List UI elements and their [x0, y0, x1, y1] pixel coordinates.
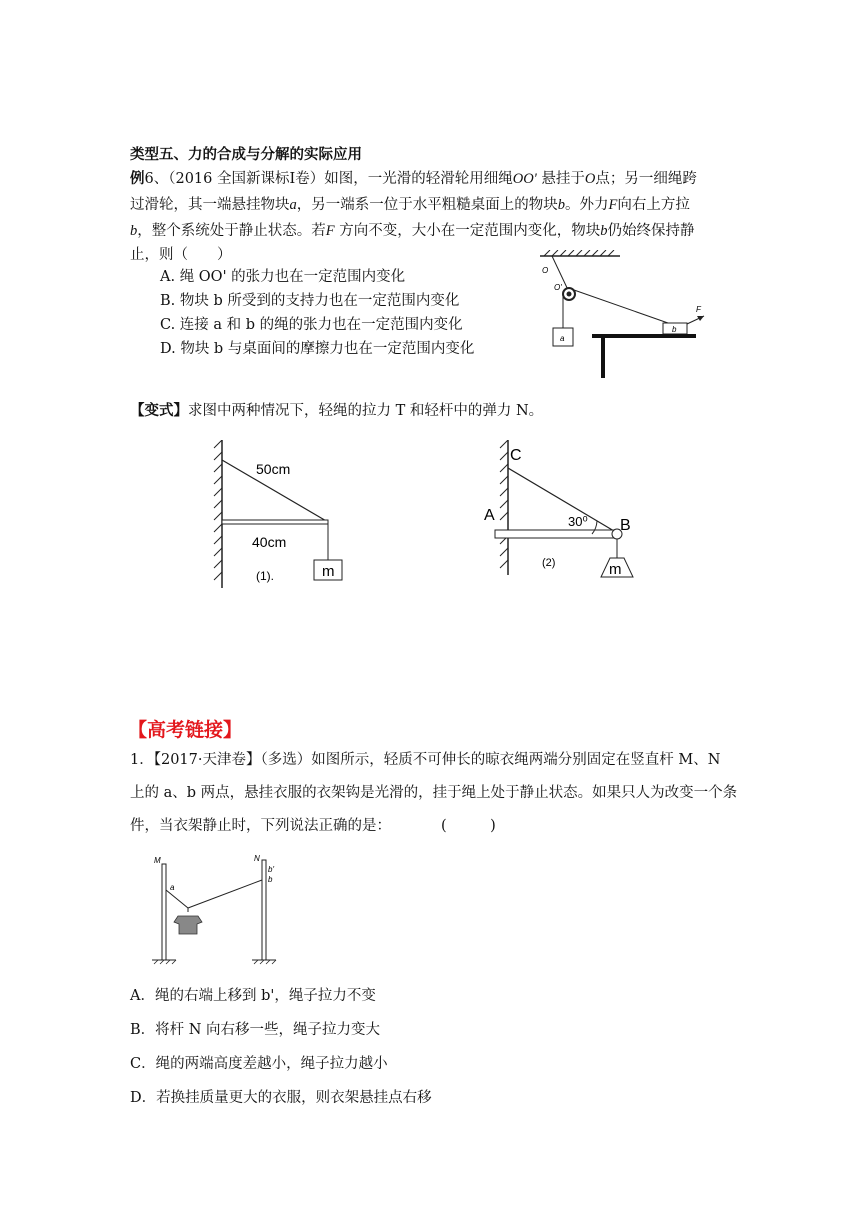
q1-line-3	[130, 814, 496, 838]
table-leg	[601, 334, 605, 378]
pole-m	[162, 864, 166, 960]
q1-line-2: 上的 a、b 两点，悬挂衣服的衣架钩是光滑的，挂于绳上处于静止状态。如果只人为改变一个条	[130, 785, 738, 801]
option-a: A. 绳 OO' 的张力也在一定范围内变化	[160, 269, 406, 285]
q1-option-b: B．将杆 N 向右移一些，绳子拉力变大	[130, 1022, 381, 1038]
q1-option-d: D．若换挂质量更大的衣服，则衣架悬挂点右移	[130, 1090, 432, 1106]
rod	[495, 530, 615, 538]
label-a: A	[484, 507, 495, 524]
label-f: F	[696, 305, 701, 314]
symbol-a: a	[289, 197, 297, 213]
label-angle: 30⁰	[568, 514, 588, 529]
label-b-prime: b'	[268, 865, 274, 874]
section-title: 类型五、力的合成与分解的实际应用	[130, 146, 362, 163]
example-line-3	[130, 219, 694, 243]
example-text: 过滑轮，其一端悬挂物块	[130, 197, 290, 213]
rod	[222, 520, 328, 524]
rope-left	[166, 890, 188, 908]
symbol-oo-prime: OO'	[512, 171, 537, 187]
q1-text: 件，当衣架静止时，下列说法正确的是：	[130, 818, 391, 834]
rope	[508, 468, 614, 531]
ceiling-hatch	[544, 250, 614, 256]
example-text: 仍始终保持静	[607, 223, 695, 239]
example-label: 例	[130, 170, 145, 187]
option-b: B. 物块 b 所受到的支持力也在一定范围内变化	[160, 293, 460, 309]
label-m: M	[154, 856, 161, 865]
pulley-axle	[567, 292, 572, 297]
clothesline-figure	[150, 850, 290, 968]
symbol-b: b	[600, 223, 608, 239]
wall-hatch	[500, 440, 508, 568]
rope-to-b	[574, 290, 668, 323]
example-line-4: 止，则（ ）	[130, 247, 232, 263]
option-d: D. 物块 b 与桌面间的摩擦力也在一定范围内变化	[160, 341, 475, 357]
example-text: 。外力	[565, 197, 609, 213]
example-line-1	[130, 167, 697, 191]
label-a: a	[560, 334, 565, 343]
ground-hatch	[154, 960, 276, 964]
pulley-figure	[520, 250, 720, 380]
label-50cm: 50cm	[256, 461, 291, 477]
variant-text: 求图中两种情况下，轻绳的拉力 T 和轻杆中的弹力 N。	[188, 403, 544, 419]
figure-2	[480, 440, 650, 590]
label-o: O	[542, 266, 549, 275]
pole-n	[262, 860, 266, 960]
label-c: C	[510, 447, 522, 464]
example-text: ，另一端系一位于水平粗糙桌面上的物块	[296, 197, 558, 213]
example-text: ，整个系统处于静止状态。若	[137, 223, 326, 239]
symbol-o: O	[584, 171, 596, 187]
figure-1	[200, 440, 370, 590]
symbol-b: b	[557, 197, 565, 213]
shirt	[174, 916, 202, 934]
example-text: 方向不变，大小在一定范围内变化，物块	[339, 223, 601, 239]
example-number: 6、	[144, 171, 169, 187]
example-text: 点；另一细绳跨	[595, 171, 697, 187]
q1-line-1: 1．【2017·天津卷】（多选）如图所示，轻质不可伸长的晾衣绳两端分别固定在竖直杆 M、N	[130, 752, 721, 768]
example-text: 如图，一光滑的轻滑轮用细绳	[324, 171, 513, 187]
label-b: b	[672, 325, 677, 334]
variant-label: 【变式】	[130, 402, 188, 419]
wall-hatch	[214, 440, 222, 580]
example-text: 向右上方拉	[617, 197, 690, 213]
symbol-f: F	[608, 197, 618, 213]
q1-option-a: A．绳的右端上移到 b'，绳子拉力不变	[130, 988, 376, 1004]
caption-2: (2)	[542, 557, 556, 569]
label-40cm: 40cm	[252, 534, 287, 550]
symbol-b: b	[130, 223, 138, 239]
answer-paren: ( )	[441, 818, 496, 834]
caption-1: (1).	[256, 569, 274, 583]
example-line-2	[130, 193, 690, 217]
label-b: b	[268, 875, 273, 884]
label-o-prime: O'	[554, 283, 562, 292]
rope-right	[188, 880, 262, 908]
example-text: 悬挂于	[541, 171, 585, 187]
label-m: m	[609, 561, 622, 578]
label-b: B	[620, 517, 631, 534]
q1-option-c: C．绳的两端高度差越小，绳子拉力越小	[130, 1056, 388, 1072]
table-top	[592, 334, 696, 338]
gaokao-heading: 【高考链接】	[128, 719, 243, 741]
label-a: a	[170, 883, 175, 892]
option-c: C. 连接 a 和 b 的绳的张力也在一定范围内变化	[160, 317, 463, 333]
label-n: N	[254, 854, 260, 863]
variant-line	[130, 399, 543, 423]
symbol-f: F	[325, 223, 335, 239]
example-source: （2016 全国新课标Ⅰ卷）	[168, 171, 325, 187]
label-m: m	[322, 563, 335, 580]
